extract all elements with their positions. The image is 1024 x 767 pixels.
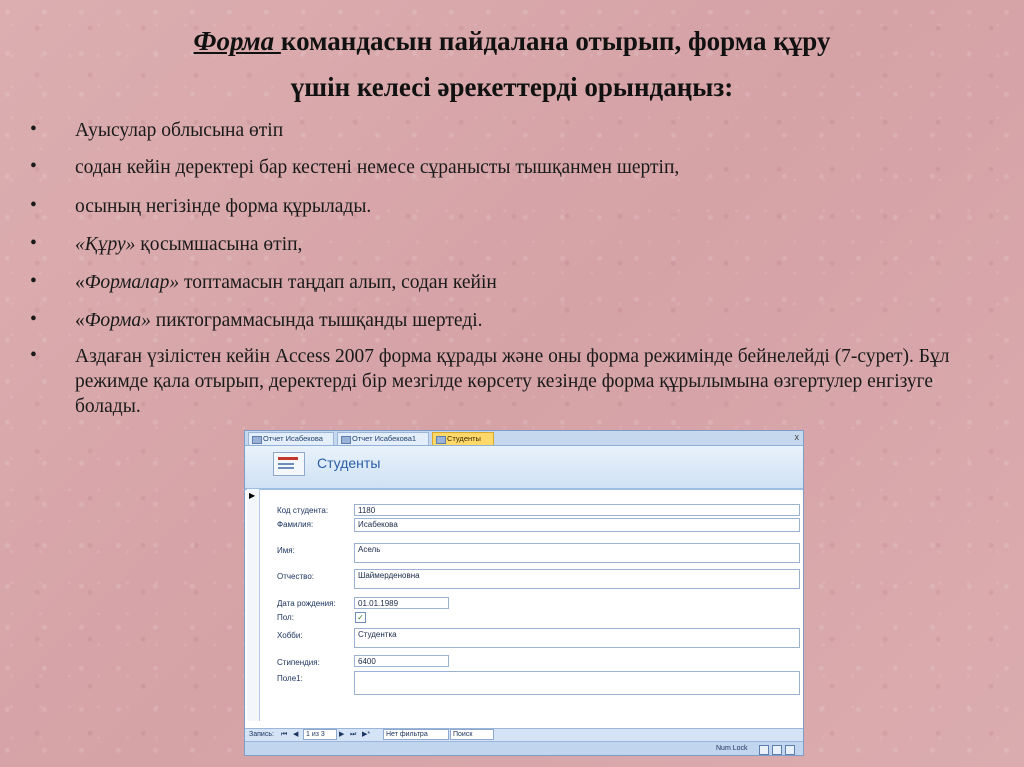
bullet-2-text: содан кейін деректері бар кестені немесе сұранысты тышқанмен шертіп,: [75, 157, 680, 178]
birth-date-field[interactable]: 01.01.1989: [354, 597, 449, 609]
bullet-dot: •: [30, 233, 37, 254]
tab-label: Студенты: [447, 434, 481, 443]
bullet-5-rest: топтамасын таңдап алып, содан кейін: [179, 272, 497, 293]
form-header: [245, 446, 803, 490]
bullet-4-rest: қосымшасына өтіп,: [135, 234, 303, 255]
record-position-input[interactable]: 1 из 3: [303, 729, 337, 740]
close-icon[interactable]: x: [794, 432, 799, 442]
bullet-dot: •: [30, 195, 37, 216]
bullet-5-text: [75, 270, 955, 295]
slide-title-line-1: [0, 26, 1024, 57]
label-name: Имя:: [277, 546, 295, 555]
access-form-window: [244, 430, 804, 756]
surname-field[interactable]: Исабекова: [354, 518, 800, 532]
tab-report-isabekova[interactable]: [248, 432, 334, 445]
gender-checkbox[interactable]: ✓: [355, 612, 366, 623]
bullet-5-quote: «: [75, 272, 85, 293]
num-lock-indicator: Num Lock: [716, 745, 748, 752]
bullet-7-text: Аздаған үзілістен кейін Access 2007 форма құрады және оны форма режимінде бейнелейді (7-сурет). Бұл режимде қала отырып, деректерді бір мезгілде көрсету кезінде форма құрылымына өзгертулер енгізуге болады.: [75, 346, 950, 417]
label-gender: Пол:: [277, 613, 294, 622]
record-label: Запись:: [249, 731, 274, 738]
bullet-dot: •: [30, 156, 37, 177]
title-keyword: Форма: [193, 26, 281, 56]
next-record-icon[interactable]: ▶: [339, 731, 345, 738]
filter-indicator[interactable]: Нет фильтра: [383, 729, 449, 740]
form-icon: [436, 436, 446, 444]
status-bar: [245, 741, 803, 756]
record-selector[interactable]: [247, 489, 260, 721]
label-stipend: Стипендия:: [277, 658, 320, 667]
label-field1: Поле1:: [277, 674, 303, 683]
search-input[interactable]: Поиск: [450, 729, 494, 740]
form-logo-icon: [273, 452, 305, 476]
patronymic-field[interactable]: Шаймерденовна: [354, 569, 800, 589]
bullet-1-text: Ауысулар облысына өтіп: [75, 120, 284, 141]
record-pointer-icon: ▶: [249, 491, 256, 500]
hobby-field[interactable]: Студентка: [354, 628, 800, 648]
bullet-4-text: [75, 232, 955, 257]
bullet-5-keyword: Формалар»: [84, 272, 180, 293]
name-field[interactable]: Асель: [354, 543, 800, 563]
report-icon: [252, 436, 262, 444]
first-record-icon[interactable]: ⏮: [281, 731, 288, 738]
label-surname: Фамилия:: [277, 520, 314, 529]
form-view-icon[interactable]: [759, 745, 769, 755]
label-patronymic: Отчество:: [277, 572, 314, 581]
field1-field[interactable]: [354, 671, 800, 695]
document-tabs: [245, 431, 803, 446]
tab-label: Отчет Исабекова1: [352, 434, 417, 443]
student-code-field[interactable]: 1180: [354, 504, 800, 516]
bullet-dot: •: [30, 309, 37, 330]
layout-view-icon[interactable]: [772, 745, 782, 755]
form-title: Студенты: [317, 455, 381, 471]
bullet-3-text: осының негізінде форма құрылады.: [75, 196, 372, 217]
bullet-4-keyword: «Құру»: [75, 234, 136, 255]
label-hobby: Хобби:: [277, 631, 303, 640]
tab-students[interactable]: [432, 432, 494, 445]
bullet-6-rest: пиктограммасында тышқанды шертеді.: [150, 310, 483, 331]
label-birth-date: Дата рождения:: [277, 599, 336, 608]
tab-report-isabekova1[interactable]: [337, 432, 429, 445]
new-record-icon[interactable]: ▶*: [362, 731, 371, 738]
record-navigation-bar: [245, 728, 803, 741]
previous-record-icon[interactable]: ◀: [293, 731, 299, 738]
bullet-dot: •: [30, 271, 37, 292]
tab-label: Отчет Исабекова: [263, 434, 323, 443]
bullet-dot: •: [30, 119, 37, 140]
title-line-1-text: командасын пайдалана отырып, форма құру: [280, 26, 831, 56]
label-student-code: Код студента:: [277, 506, 329, 515]
bullet-6-quote: «: [75, 310, 85, 331]
stipend-field[interactable]: 6400: [354, 655, 449, 667]
design-view-icon[interactable]: [785, 745, 795, 755]
bullet-6-text: [75, 308, 955, 333]
bullet-dot: •: [30, 345, 37, 366]
report-icon: [341, 436, 351, 444]
bullet-6-keyword: Форма»: [84, 310, 151, 331]
last-record-icon[interactable]: ⏭: [350, 731, 357, 738]
slide-title-line-2: үшін келесі әрекеттерді орындаңыз:: [290, 72, 734, 102]
